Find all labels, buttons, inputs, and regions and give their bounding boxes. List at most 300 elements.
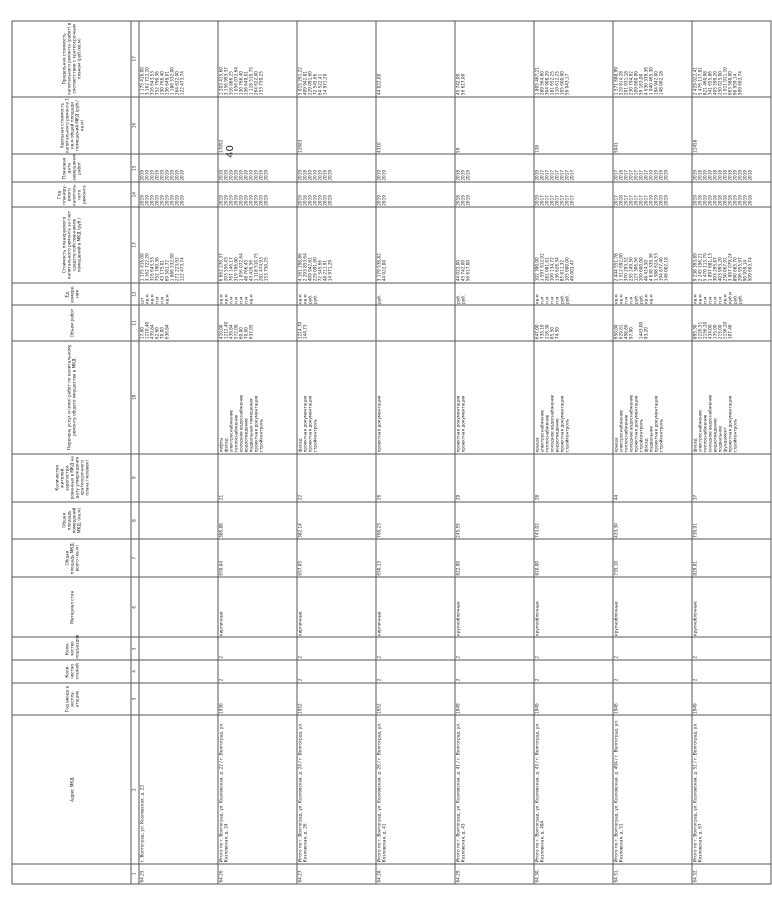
year-cell: 1949 xyxy=(455,683,534,716)
works-cell-value: водоотведение xyxy=(554,418,560,453)
volume-cell-value: 498,60 xyxy=(623,324,629,340)
row-number: 64.32. xyxy=(692,864,771,884)
completion-date-cell xyxy=(534,154,613,182)
table-body xyxy=(139,21,771,884)
completion-date-cell xyxy=(455,154,534,182)
cost-cell-value: 1 512 092,00 xyxy=(618,253,624,282)
floors-cell: 2 xyxy=(692,660,771,683)
completion-date-cell-value: 2019 xyxy=(534,169,540,181)
repair-year-cell-value: 2019 xyxy=(159,195,165,206)
works-cell-value: теплоснабжение xyxy=(544,414,550,453)
unit-cell-value: шт xyxy=(139,297,145,304)
limit-cost-cell-value: 14 971,29 xyxy=(322,73,328,96)
works-cell-value: электроснабжение xyxy=(697,409,703,453)
completion-date-cell-value: 2018 xyxy=(455,169,461,181)
volume-cell-value: 1443,00 xyxy=(638,321,644,340)
limit-cost-cell-value: 130 766,40 xyxy=(159,71,165,96)
repair-year-cell-value: 2019 xyxy=(692,195,698,206)
completion-date-cell-value: 2019 xyxy=(144,169,150,181)
volume-cell-value: 439,84 xyxy=(149,324,155,340)
works-cell xyxy=(139,341,218,454)
repair-year-cell xyxy=(455,182,534,207)
completion-date-cell-value: 2019 xyxy=(164,169,170,181)
limit-cost-cell-value: 3 162 722,20 xyxy=(144,67,150,96)
unit-cell xyxy=(534,283,613,306)
unit-cell xyxy=(297,283,376,306)
unit-cell-value: кв.м xyxy=(164,294,170,304)
cost-cell-value: 890 685,70 xyxy=(732,257,738,282)
limit-cost-cell-value: 194 942,00 xyxy=(653,71,659,96)
limit-cost-cell xyxy=(139,21,218,97)
completion-date-cell xyxy=(139,154,218,182)
repair-year-cell-value: 2019 xyxy=(307,195,313,206)
works-cell-value: стройконтроль xyxy=(312,418,318,453)
unit-cell-value: руб. xyxy=(638,294,644,304)
cost-cell-value: 2 293 853,64 xyxy=(302,253,308,282)
repair-year-cell-value: 2019 xyxy=(737,195,743,206)
limit-cost-cell-value: 1 118 510,75 xyxy=(248,67,254,96)
repair-year-cell-value: 2017 xyxy=(633,195,639,206)
cost-cell-value: 45 742,00 xyxy=(460,259,466,282)
header-cell: Год ввода в эксплу-атацию xyxy=(12,683,131,716)
row-number: 64.27. xyxy=(297,864,376,884)
page-number: 40 xyxy=(224,145,236,158)
wall-material-cell: крупноблочные xyxy=(692,577,771,637)
year-cell xyxy=(139,683,218,716)
year-cell: 1952 xyxy=(376,683,455,716)
limit-cost-cell-value: 316 886,25 xyxy=(228,71,234,96)
unit-cell-value: руб. xyxy=(376,294,382,304)
unit-cell-value: руб. xyxy=(307,294,313,304)
limit-cost-cell-value: 405 599,20 xyxy=(712,71,718,96)
repair-year-cell-value: 2019 xyxy=(732,195,738,206)
unit-cost-cell: 5041 xyxy=(613,97,692,155)
floors-cell xyxy=(139,660,218,683)
cost-cell-value: 90 959,14 xyxy=(742,259,748,282)
cost-cell-value: 1 118 510,75 xyxy=(253,253,259,282)
repair-year-cell-value: 2019 xyxy=(465,195,471,206)
repair-year-cell-value: 2019 xyxy=(228,195,234,206)
completion-date-cell-value: 2017 xyxy=(613,169,619,181)
repair-plan-table xyxy=(12,21,772,885)
completion-date-cell-value: 2019 xyxy=(169,169,175,181)
volume-cell-value: 735,10 xyxy=(539,324,545,340)
entrances-cell: 2 xyxy=(692,637,771,660)
cost-cell-value: 3 179 536,82 xyxy=(376,253,382,282)
volume-cell-value: 62,60 xyxy=(154,327,160,340)
works-cell-value: проектная документация xyxy=(460,395,466,453)
table-row xyxy=(139,21,218,884)
volume-cell xyxy=(692,305,771,340)
completion-date-cell-value: 2017 xyxy=(569,169,575,181)
floors-cell: 2 xyxy=(613,660,692,683)
cost-cell-value: 48 766,45 xyxy=(243,259,249,282)
column-number: 15 xyxy=(131,154,139,182)
unit-cell-value: п.м xyxy=(238,296,244,304)
volume-cell-value: 17,00 xyxy=(139,327,145,340)
repair-year-cell-value: 2019 xyxy=(233,195,239,206)
works-cell-value: проектная документация xyxy=(559,395,565,453)
limit-cost-cell-value: 230 794,92 xyxy=(628,71,634,96)
limit-cost-cell-value: 264 622,00 xyxy=(174,71,180,96)
limit-cost-cell-value: 289 564,60 xyxy=(539,71,545,96)
limit-cost-cell xyxy=(218,21,297,97)
row-number: 64.25. xyxy=(139,864,218,884)
completion-date-cell-value: 2019 xyxy=(465,169,471,181)
header-cell-no xyxy=(12,864,131,884)
works-cell-value: водоотведение xyxy=(243,418,249,453)
limit-cost-cell-value: 1 203 415,60 xyxy=(218,67,224,96)
completion-date-cell-value: 2019 xyxy=(263,169,269,181)
works-cell-value: проектная документация xyxy=(455,395,461,453)
repair-year-cell-value: 2019 xyxy=(317,195,323,206)
completion-date-cell-value: 2018 xyxy=(717,169,723,181)
total-area-cell: 650,84 xyxy=(218,539,297,577)
cost-cell xyxy=(534,207,613,282)
works-cell-value: теплоснабжение xyxy=(702,414,708,453)
repair-year-cell-value: 2018 xyxy=(717,195,723,206)
entrances-cell: 2 xyxy=(218,637,297,660)
cost-cell-value: 49 003,47 xyxy=(569,259,575,282)
unit-cell-value: п.м xyxy=(702,296,708,304)
completion-date-cell-value: 2017 xyxy=(623,169,629,181)
address-cell: Итого по г. Волгоград, ул. Козловская, д. 49А / г. Волгоград, ул. Козловская, д. 51 xyxy=(613,715,692,863)
volume-cell xyxy=(455,305,534,340)
wall-material-cell: кирпичные xyxy=(297,577,376,637)
completion-date-cell-value: 2019 xyxy=(460,169,466,181)
limit-cost-cell-value: 250 025,00 xyxy=(717,71,723,96)
row-number: 64.26. xyxy=(218,864,297,884)
completion-date-cell-value: 2018 xyxy=(302,169,308,181)
column-number: 5 xyxy=(131,637,139,660)
repair-year-cell-value: 2019 xyxy=(258,195,264,206)
volume-cell-value: 74,50 xyxy=(554,327,560,340)
repair-year-cell xyxy=(534,182,613,207)
volume-cell xyxy=(613,305,692,340)
premises-area-cell: 739,91 xyxy=(692,502,771,540)
cost-cell-value: 1 588 624,53 xyxy=(653,253,659,282)
cost-cell-value: 194 877,40 xyxy=(658,257,664,282)
volume-cell-value: 439,84 xyxy=(228,324,234,340)
repair-year-cell-value: 2017 xyxy=(554,195,560,206)
cost-cell-value: 303 295,87 xyxy=(712,257,718,282)
works-cell-value: фасад xyxy=(223,438,229,453)
volume-cell-value: 135,00 xyxy=(712,324,718,340)
works-cell-value: проектная документация xyxy=(307,395,313,453)
unit-cost-cell: 17092 xyxy=(218,97,297,155)
limit-cost-cell-value: 59 163,00 xyxy=(638,73,644,96)
works-cell-value: водоотведение xyxy=(712,418,718,453)
works-cell-value: холодное водоснабжение xyxy=(707,394,713,453)
works-cell-value: фасад xyxy=(297,438,303,453)
limit-cost-cell xyxy=(534,21,613,97)
repair-year-cell-value: 2018 xyxy=(697,195,703,206)
limit-cost-cell-value: 1 186 532,00 xyxy=(169,67,175,96)
cost-cell-value: 48 211,91 xyxy=(322,259,328,282)
volume-cell-value: 2156,20 xyxy=(722,321,728,340)
works-cell-value: стройконтроль xyxy=(732,418,738,453)
repair-year-cell-value: 2019 xyxy=(742,195,748,206)
table-header xyxy=(12,21,139,884)
total-area-cell: 735,10 xyxy=(613,539,692,577)
header-cell: Количество жителей, зарегистри-рованных в МКД на дату утверждения краткосрочного плана (человек) xyxy=(12,454,131,502)
limit-cost-cell-value: 136 649,01 xyxy=(243,71,249,96)
repair-year-cell-value: 2017 xyxy=(623,195,629,206)
address-cell: Итого по г. Волгоград, ул. Козловская, д. 24 / г. Волгоград, ул. Козловская, д. 26 xyxy=(297,715,376,863)
limit-cost-cell-value: 264 622,00 xyxy=(253,71,259,96)
unit-cell-value: п.м xyxy=(243,296,249,304)
floors-cell: 2 xyxy=(455,660,534,683)
volume-cell-value: 93,20 xyxy=(643,327,649,340)
cost-cell-value: 1 886 532,00 xyxy=(169,253,175,282)
unit-cost-cell: 12458 xyxy=(692,97,771,155)
unit-cell-value: п.м xyxy=(539,296,545,304)
limit-cost-cell-value: 72 545,66 xyxy=(312,73,318,96)
cost-cell-value: 4 630 339,36 xyxy=(648,253,654,282)
completion-date-cell-value: 2019 xyxy=(317,169,323,181)
cost-cell-value: 1 597 912,02 xyxy=(539,253,545,282)
limit-cost-cell-value: 821 460,98 xyxy=(702,71,708,96)
works-cell-value: крыша xyxy=(613,437,619,453)
floors-cell: 2 xyxy=(297,660,376,683)
unit-cell-value: кв.м xyxy=(613,294,619,304)
volume-cell xyxy=(139,305,218,340)
unit-cost-cell: 4310 xyxy=(376,97,455,155)
volume-cell xyxy=(218,305,297,340)
cost-cell-value: 6 662 270,37 xyxy=(218,253,224,282)
unit-cell-value: руб. xyxy=(564,294,570,304)
address-cell: Итого по г. Волгоград, ул. Козловская, д. 26 / г. Волгоград, ул. Козловская, д. 41 xyxy=(376,715,455,863)
completion-date-cell xyxy=(692,154,771,182)
residents-cell: 28 xyxy=(534,454,613,502)
limit-cost-cell-value: 153 750,25 xyxy=(258,71,264,96)
column-number: 12 xyxy=(131,283,139,306)
cost-cell-value: 109 600,00 xyxy=(638,257,644,282)
unit-cell-value: п.м xyxy=(549,296,555,304)
year-cell: 1949 xyxy=(534,683,613,716)
header-cell: Предельная стоимость капитального ремонта (работ) в соответствии с краткосрочным планом (руб./кв.м) xyxy=(12,21,131,97)
cost-cell-value: 2 444 551,78 xyxy=(613,253,619,282)
repair-year-cell xyxy=(297,182,376,207)
repair-year-cell-value: 2019 xyxy=(238,195,244,206)
repair-year-cell-value: 2018 xyxy=(722,195,728,206)
volume-cell-value: 647,00 xyxy=(534,324,540,340)
unit-cell-value: кв.м xyxy=(722,294,728,304)
year-cell: 1949 xyxy=(692,683,771,716)
completion-date-cell-value: 2019 xyxy=(159,169,165,181)
cost-cell-value: 5 470 113,79 xyxy=(702,253,708,282)
repair-year-cell-value: 2018 xyxy=(727,195,733,206)
repair-year-cell-value: 2019 xyxy=(154,195,160,206)
unit-cell-value: п.м xyxy=(717,296,723,304)
repair-year-cell-value: 2019 xyxy=(169,195,175,206)
repair-year-cell-value: 2017 xyxy=(539,195,545,206)
works-cell-value: стройконтроль xyxy=(258,418,264,453)
repair-year-cell-value: 2019 xyxy=(702,195,708,206)
column-number: 13 xyxy=(131,207,139,282)
volume-cell-value: 2220,51 xyxy=(697,321,703,340)
header-cell: Коли-чество подъездов xyxy=(12,637,131,660)
cost-cell-value: 14 971,29 xyxy=(327,259,333,282)
header-cell: Год планиру-емого капиталь-ного ремонта xyxy=(12,182,131,207)
completion-date-cell-value: 2019 xyxy=(381,169,387,181)
repair-year-cell-value: 2017 xyxy=(569,195,575,206)
header-cell: Удельная стоимость капитального ремонта 1 кв.м общей площади помещений МКД (руб./кв.м) xyxy=(12,97,131,155)
unit-cell-value: руб. xyxy=(559,294,565,304)
cost-cell-value: 56 617,00 xyxy=(465,259,471,282)
repair-year-cell-value: 2017 xyxy=(613,195,619,206)
repair-year-cell-value: 2019 xyxy=(653,195,659,206)
cost-cell-value: 370 293,52 xyxy=(623,257,629,282)
premises-area-cell: 245,55 xyxy=(455,502,534,540)
completion-date-cell-value: 2019 xyxy=(648,169,654,181)
repair-year-cell-value: 2019 xyxy=(144,195,150,206)
column-number: 1 xyxy=(131,864,139,884)
volume-cell-value: 144,73 xyxy=(302,324,308,340)
unit-cell-value: кв.м xyxy=(218,294,224,304)
limit-cost-cell-value: 3 156 993,37 xyxy=(223,67,229,96)
repair-year-cell-value: 2017 xyxy=(549,195,555,206)
works-cell xyxy=(376,341,455,454)
limit-cost-cell xyxy=(455,21,534,97)
cost-cell-value: 102 390,00 xyxy=(534,257,540,282)
entrances-cell: 2 xyxy=(455,637,534,660)
unit-cell-value: п.м xyxy=(154,296,160,304)
entrances-cell: 2 xyxy=(534,637,613,660)
unit-cell-value: кв.м xyxy=(297,294,303,304)
completion-date-cell-value: 2017 xyxy=(628,169,634,181)
works-cell-value: подвальное xyxy=(717,426,723,453)
completion-date-cell-value: 2017 xyxy=(633,169,639,181)
wall-material-cell: крупноблочные xyxy=(534,577,613,637)
unit-cell-value: п.м xyxy=(554,296,560,304)
repair-year-cell-value: 2019 xyxy=(248,195,254,206)
completion-date-cell-value: 2017 xyxy=(643,169,649,181)
unit-cell xyxy=(218,283,297,306)
completion-date-cell-value: 2019 xyxy=(179,169,185,181)
unit-cell-value: кв.м xyxy=(697,294,703,304)
repair-year-cell xyxy=(218,182,297,207)
volume-cell-value: 637,05 xyxy=(248,324,254,340)
column-number: 16 xyxy=(131,97,139,155)
limit-cost-cell xyxy=(297,21,376,97)
cost-cell-value: 43 175,01 xyxy=(159,259,165,282)
limit-cost-cell-value: 105 600,00 xyxy=(559,71,565,96)
limit-cost-cell-value: 136 649,01 xyxy=(164,71,170,96)
volume-cell-value: 1210,40 xyxy=(144,321,150,340)
volume-cell-value: 215,00 xyxy=(717,324,723,340)
year-cell: 1946 xyxy=(613,683,692,716)
limit-cost-cell-value: 5 015 291,22 xyxy=(297,67,303,96)
limit-cost-cell-value: 2 429 022,41 xyxy=(692,67,698,96)
completion-date-cell-value: 2019 xyxy=(692,169,698,181)
unit-cell-value: п.м xyxy=(628,296,634,304)
cost-cell-value: 752 790,36 xyxy=(154,257,160,282)
completion-date-cell-value: 2018 xyxy=(727,169,733,181)
unit-cell-value: руб. xyxy=(455,294,461,304)
year-cell: 1952 xyxy=(297,683,376,716)
premises-area-cell: 743,02 xyxy=(534,502,613,540)
completion-date-cell-value: 2019 xyxy=(149,169,155,181)
works-cell-value: электроснабжение xyxy=(539,409,545,453)
works-cell-value: стройконтроль xyxy=(564,418,570,453)
premises-area-cell: 760,23 xyxy=(376,502,455,540)
cost-cell-value: 85 811,32 xyxy=(559,259,565,282)
unit-cell xyxy=(613,283,692,306)
unit-cell xyxy=(139,283,218,306)
volume-cell-value: 107,40 xyxy=(727,324,733,340)
completion-date-cell-value: 2019 xyxy=(327,169,333,181)
cost-cell-value: 296 955,97 xyxy=(737,257,743,282)
table-row xyxy=(297,21,376,884)
repair-year-cell-value: 2019 xyxy=(297,195,303,206)
completion-date-cell xyxy=(613,154,692,182)
unit-cell-value: кв.м xyxy=(643,294,649,304)
volume-cell-value: 85,50 xyxy=(549,327,555,340)
limit-cost-cell-value: 1 805 467,21 xyxy=(534,67,540,96)
completion-date-cell-value: 2018 xyxy=(697,169,703,181)
cost-cell xyxy=(297,207,376,282)
completion-date-cell-value: 2019 xyxy=(707,169,713,181)
cost-cell-value: 229 091,60 xyxy=(312,257,318,282)
column-number: 14 xyxy=(131,182,139,207)
cost-cell-value: 3 867 079,24 xyxy=(727,253,733,282)
completion-date-cell-value: 2019 xyxy=(297,169,303,181)
total-area-cell: 650,13 xyxy=(376,539,455,577)
works-cell-value: холодное водоснабжение xyxy=(628,394,634,453)
completion-date-cell xyxy=(297,154,376,182)
limit-cost-cell xyxy=(613,21,692,97)
limit-cost-cell-value: 1 175 416,00 xyxy=(139,67,145,96)
floors-cell: 2 xyxy=(534,660,613,683)
unit-cell-value: кв.м xyxy=(149,294,155,304)
header-cell: Объем работ xyxy=(12,305,131,340)
cost-cell-value: 316 643,53 xyxy=(149,257,155,282)
repair-year-cell-value: 2019 xyxy=(164,195,170,206)
residents-cell: 21 xyxy=(218,454,297,502)
volume-cell-value: 572,00 xyxy=(233,324,239,340)
unit-cost-cell xyxy=(139,97,218,155)
table-row xyxy=(376,21,455,884)
unit-cell-value: руб. xyxy=(737,294,743,304)
table-row xyxy=(613,21,692,884)
cost-cell xyxy=(218,207,297,282)
limit-cost-cell-value: 316 643,53 xyxy=(149,71,155,96)
repair-year-cell-value: 2017 xyxy=(628,195,634,206)
limit-cost-cell-value: 45 742,00 xyxy=(455,73,461,96)
completion-date-cell-value: 2019 xyxy=(742,169,748,181)
unit-cell xyxy=(692,283,771,306)
floors-cell: 2 xyxy=(376,660,455,683)
cost-cell-value: 767 146,17 xyxy=(228,257,234,282)
completion-date-cell-value: 2017 xyxy=(564,169,570,181)
repair-year-cell-value: 2019 xyxy=(376,195,382,206)
repair-year-cell-value: 2017 xyxy=(564,195,570,206)
repair-year-cell-value: 2019 xyxy=(322,195,328,206)
limit-cost-cell-value: 229 091,60 xyxy=(307,71,313,96)
repair-year-cell-value: 2018 xyxy=(455,195,461,206)
cost-cell-value: 1 097 681,13 xyxy=(707,253,713,282)
repair-year-cell-value: 2018 xyxy=(747,195,753,206)
wall-material-cell: кирпичные xyxy=(376,577,455,637)
cost-cell-value: 203 556,43 xyxy=(223,257,229,282)
total-area-cell xyxy=(139,539,218,577)
completion-date-cell-value: 2019 xyxy=(253,169,259,181)
cost-cell-value: 43 426,56 xyxy=(248,259,254,282)
completion-date-cell-value: 2017 xyxy=(544,169,550,181)
cost-cell-value: 44 022,00 xyxy=(381,259,387,282)
unit-cell-value: кв.м xyxy=(223,294,229,304)
